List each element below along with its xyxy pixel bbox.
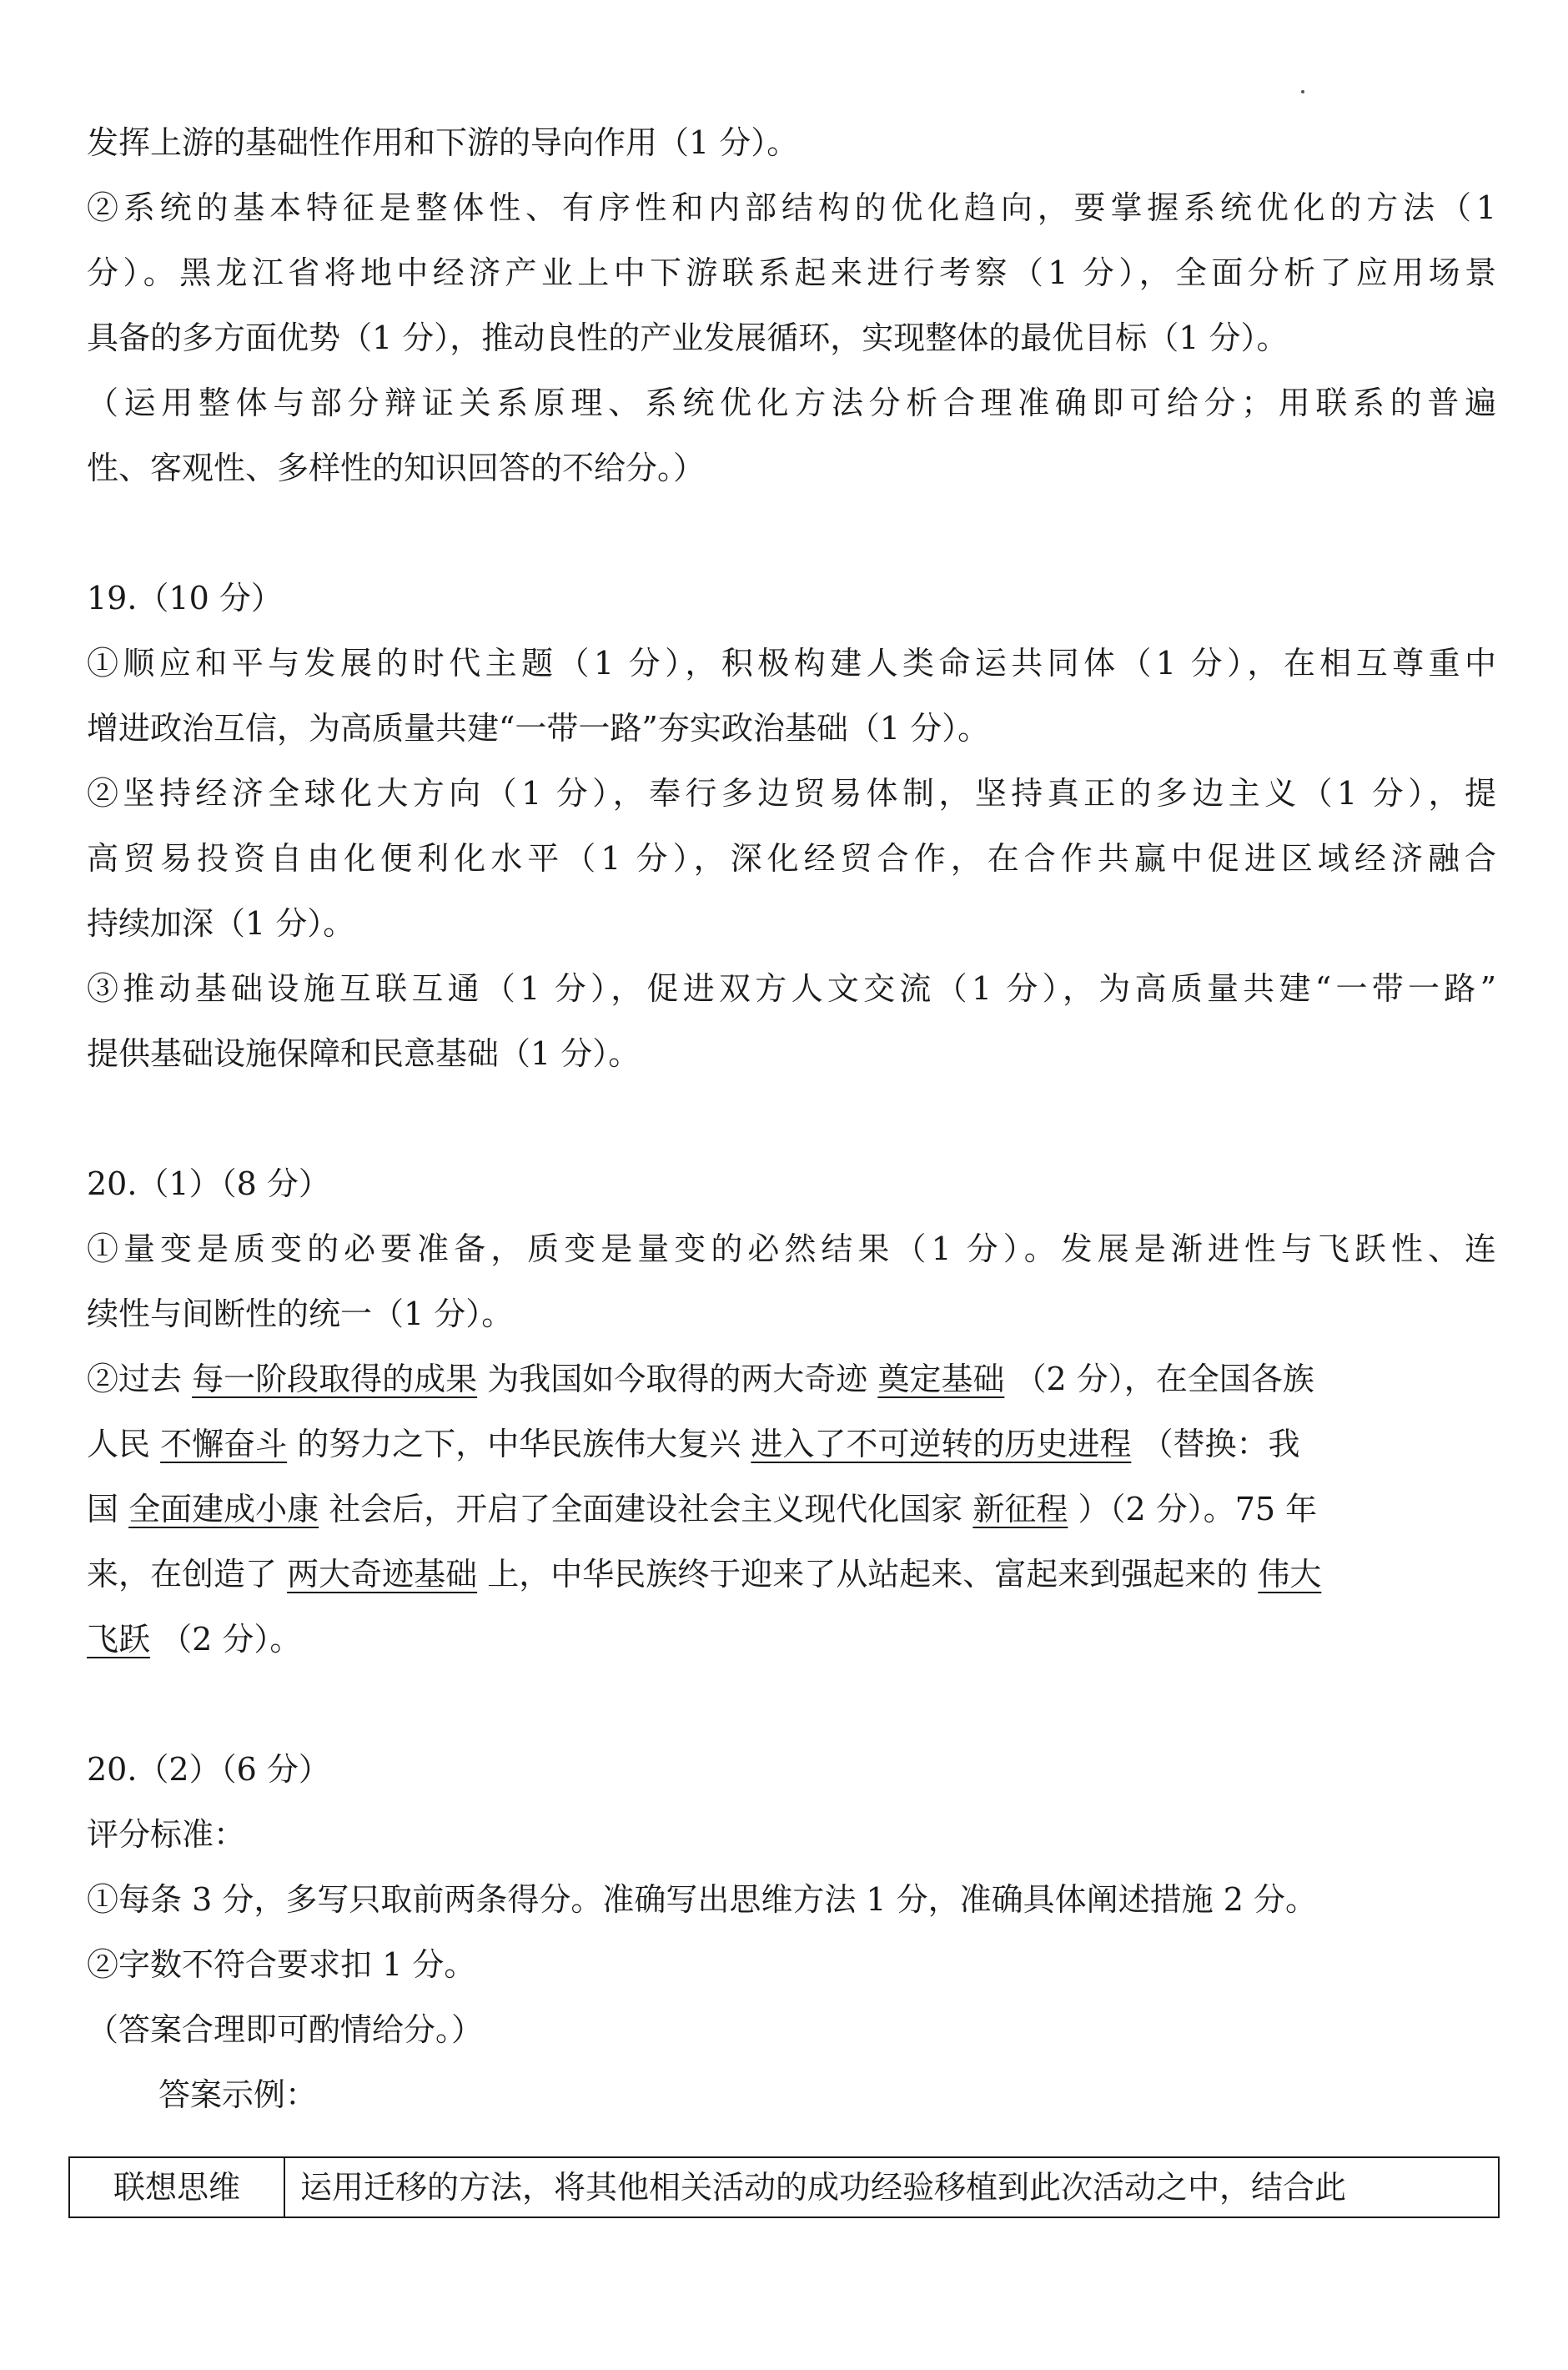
answer-content	[87, 110, 1496, 2127]
q20-1-line-2: 续性与间断性的统一（1 分）。	[87, 1296, 514, 1332]
q20-1-line-5	[87, 1477, 1496, 1542]
example-label: 答案示例：	[158, 2076, 318, 2113]
table-row	[69, 2157, 1499, 2217]
text: （2 分）。	[160, 1621, 302, 1658]
q19-line-3: ②坚持经济全球化大方向（1 分），奉行多边贸易体制，坚持真正的多边主义（1 分），提	[87, 775, 1496, 812]
text: 来，在创造了	[87, 1556, 278, 1593]
answer-example-table	[68, 2156, 1500, 2218]
q19-line-6: ③推动基础设施互联互通（1 分），促进双方人文交流（1 分），为高质量共建“一带一路”	[87, 970, 1496, 1007]
text: （替换：我	[1141, 1426, 1300, 1462]
text: 上，中华民族终于迎来了从站起来、富起来到强起来的	[487, 1556, 1249, 1593]
text: （2 分），在全国各族	[1014, 1361, 1314, 1397]
q20-2-line-1: ①每条 3 分，多写只取前两条得分。准确写出思维方法 1 分，准确具体阐述措施 2 分。	[87, 1881, 1318, 1918]
criteria-label: 评分标准：	[87, 1816, 246, 1853]
q20-1-line-6	[87, 1542, 1496, 1607]
table-cell-description: 运用迁移的方法，将其他相关活动的成功经验移植到此次活动之中，结合此	[284, 2157, 1499, 2217]
spacer	[87, 1086, 1496, 1151]
q20-2-line-3: （答案合理即可酌情给分。）	[87, 2011, 484, 2048]
table-cell-method: 联想思维	[69, 2157, 284, 2217]
q18-line-4: 具备的多方面优势（1 分），推动良性的产业发展循环，实现整体的最优目标（1 分）。	[87, 320, 1289, 356]
q20-1-line-1: ①量变是质变的必要准备，质变是量变的必然结果（1 分）。发展是渐进性与飞跃性、连	[87, 1230, 1496, 1267]
q19-heading: 19.（10 分）	[87, 580, 283, 616]
q20-2-heading: 20.（2）（6 分）	[87, 1751, 330, 1788]
spacer	[87, 1672, 1496, 1737]
q18-line-5: （运用整体与部分辩证关系原理、系统优化方法分析合理准确即可给分；用联系的普遍	[87, 385, 1496, 421]
scan-dot	[1301, 90, 1304, 93]
text: ②过去	[87, 1361, 183, 1397]
q20-1-line-3	[87, 1346, 1496, 1411]
underlined-answer: 全面建成小康	[128, 1491, 319, 1527]
q20-2-line-2: ②字数不符合要求扣 1 分。	[87, 1946, 476, 1983]
q20-1-line-4	[87, 1411, 1496, 1477]
q19-line-5: 持续加深（1 分）。	[87, 905, 355, 942]
text: 的努力之下，中华民族伟大复兴	[297, 1426, 741, 1462]
spacer	[87, 501, 1496, 566]
text: 为我国如今取得的两大奇迹	[487, 1361, 868, 1397]
text: 人民	[87, 1426, 151, 1462]
q19-line-4: 高贸易投资自由化便利化水平（1 分），深化经贸合作，在合作共赢中促进区域经济融合	[87, 840, 1496, 877]
text: 社会后，开启了全面建设社会主义现代化国家	[329, 1491, 963, 1527]
q19-line-1: ①顺应和平与发展的时代主题（1 分），积极构建人类命运共同体（1 分），在相互尊重中	[87, 645, 1496, 682]
q18-line-2: ②系统的基本特征是整体性、有序性和内部结构的优化趋向，要掌握系统优化的方法（1	[87, 189, 1496, 226]
text: 国	[87, 1491, 119, 1527]
underlined-answer: 两大奇迹基础	[287, 1556, 478, 1593]
text: ）（2 分）。75 年	[1078, 1491, 1318, 1527]
underlined-answer: 进入了不可逆转的历史进程	[751, 1426, 1132, 1462]
underlined-answer: 飞跃	[87, 1621, 151, 1658]
q19-line-7: 提供基础设施保障和民意基础（1 分）。	[87, 1035, 641, 1072]
underlined-answer: 不懈奋斗	[160, 1426, 288, 1462]
q18-line-3: 分）。黑龙江省将地中经济产业上中下游联系起来进行考察（1 分），全面分析了应用场景	[87, 254, 1496, 291]
underlined-answer: 新征程	[972, 1491, 1068, 1527]
underlined-answer: 伟大	[1258, 1556, 1322, 1593]
q20-1-heading: 20.（1）（8 分）	[87, 1165, 330, 1202]
q20-1-line-7	[87, 1607, 1496, 1672]
q18-line-1: 发挥上游的基础性作用和下游的导向作用（1 分）。	[87, 124, 799, 161]
underlined-answer: 每一阶段取得的成果	[192, 1361, 478, 1397]
q18-line-6: 性、客观性、多样性的知识回答的不给分。）	[87, 450, 706, 486]
q19-line-2: 增进政治互信，为高质量共建“一带一路”夯实政治基础（1 分）。	[87, 710, 990, 747]
underlined-answer: 奠定基础	[877, 1361, 1005, 1397]
